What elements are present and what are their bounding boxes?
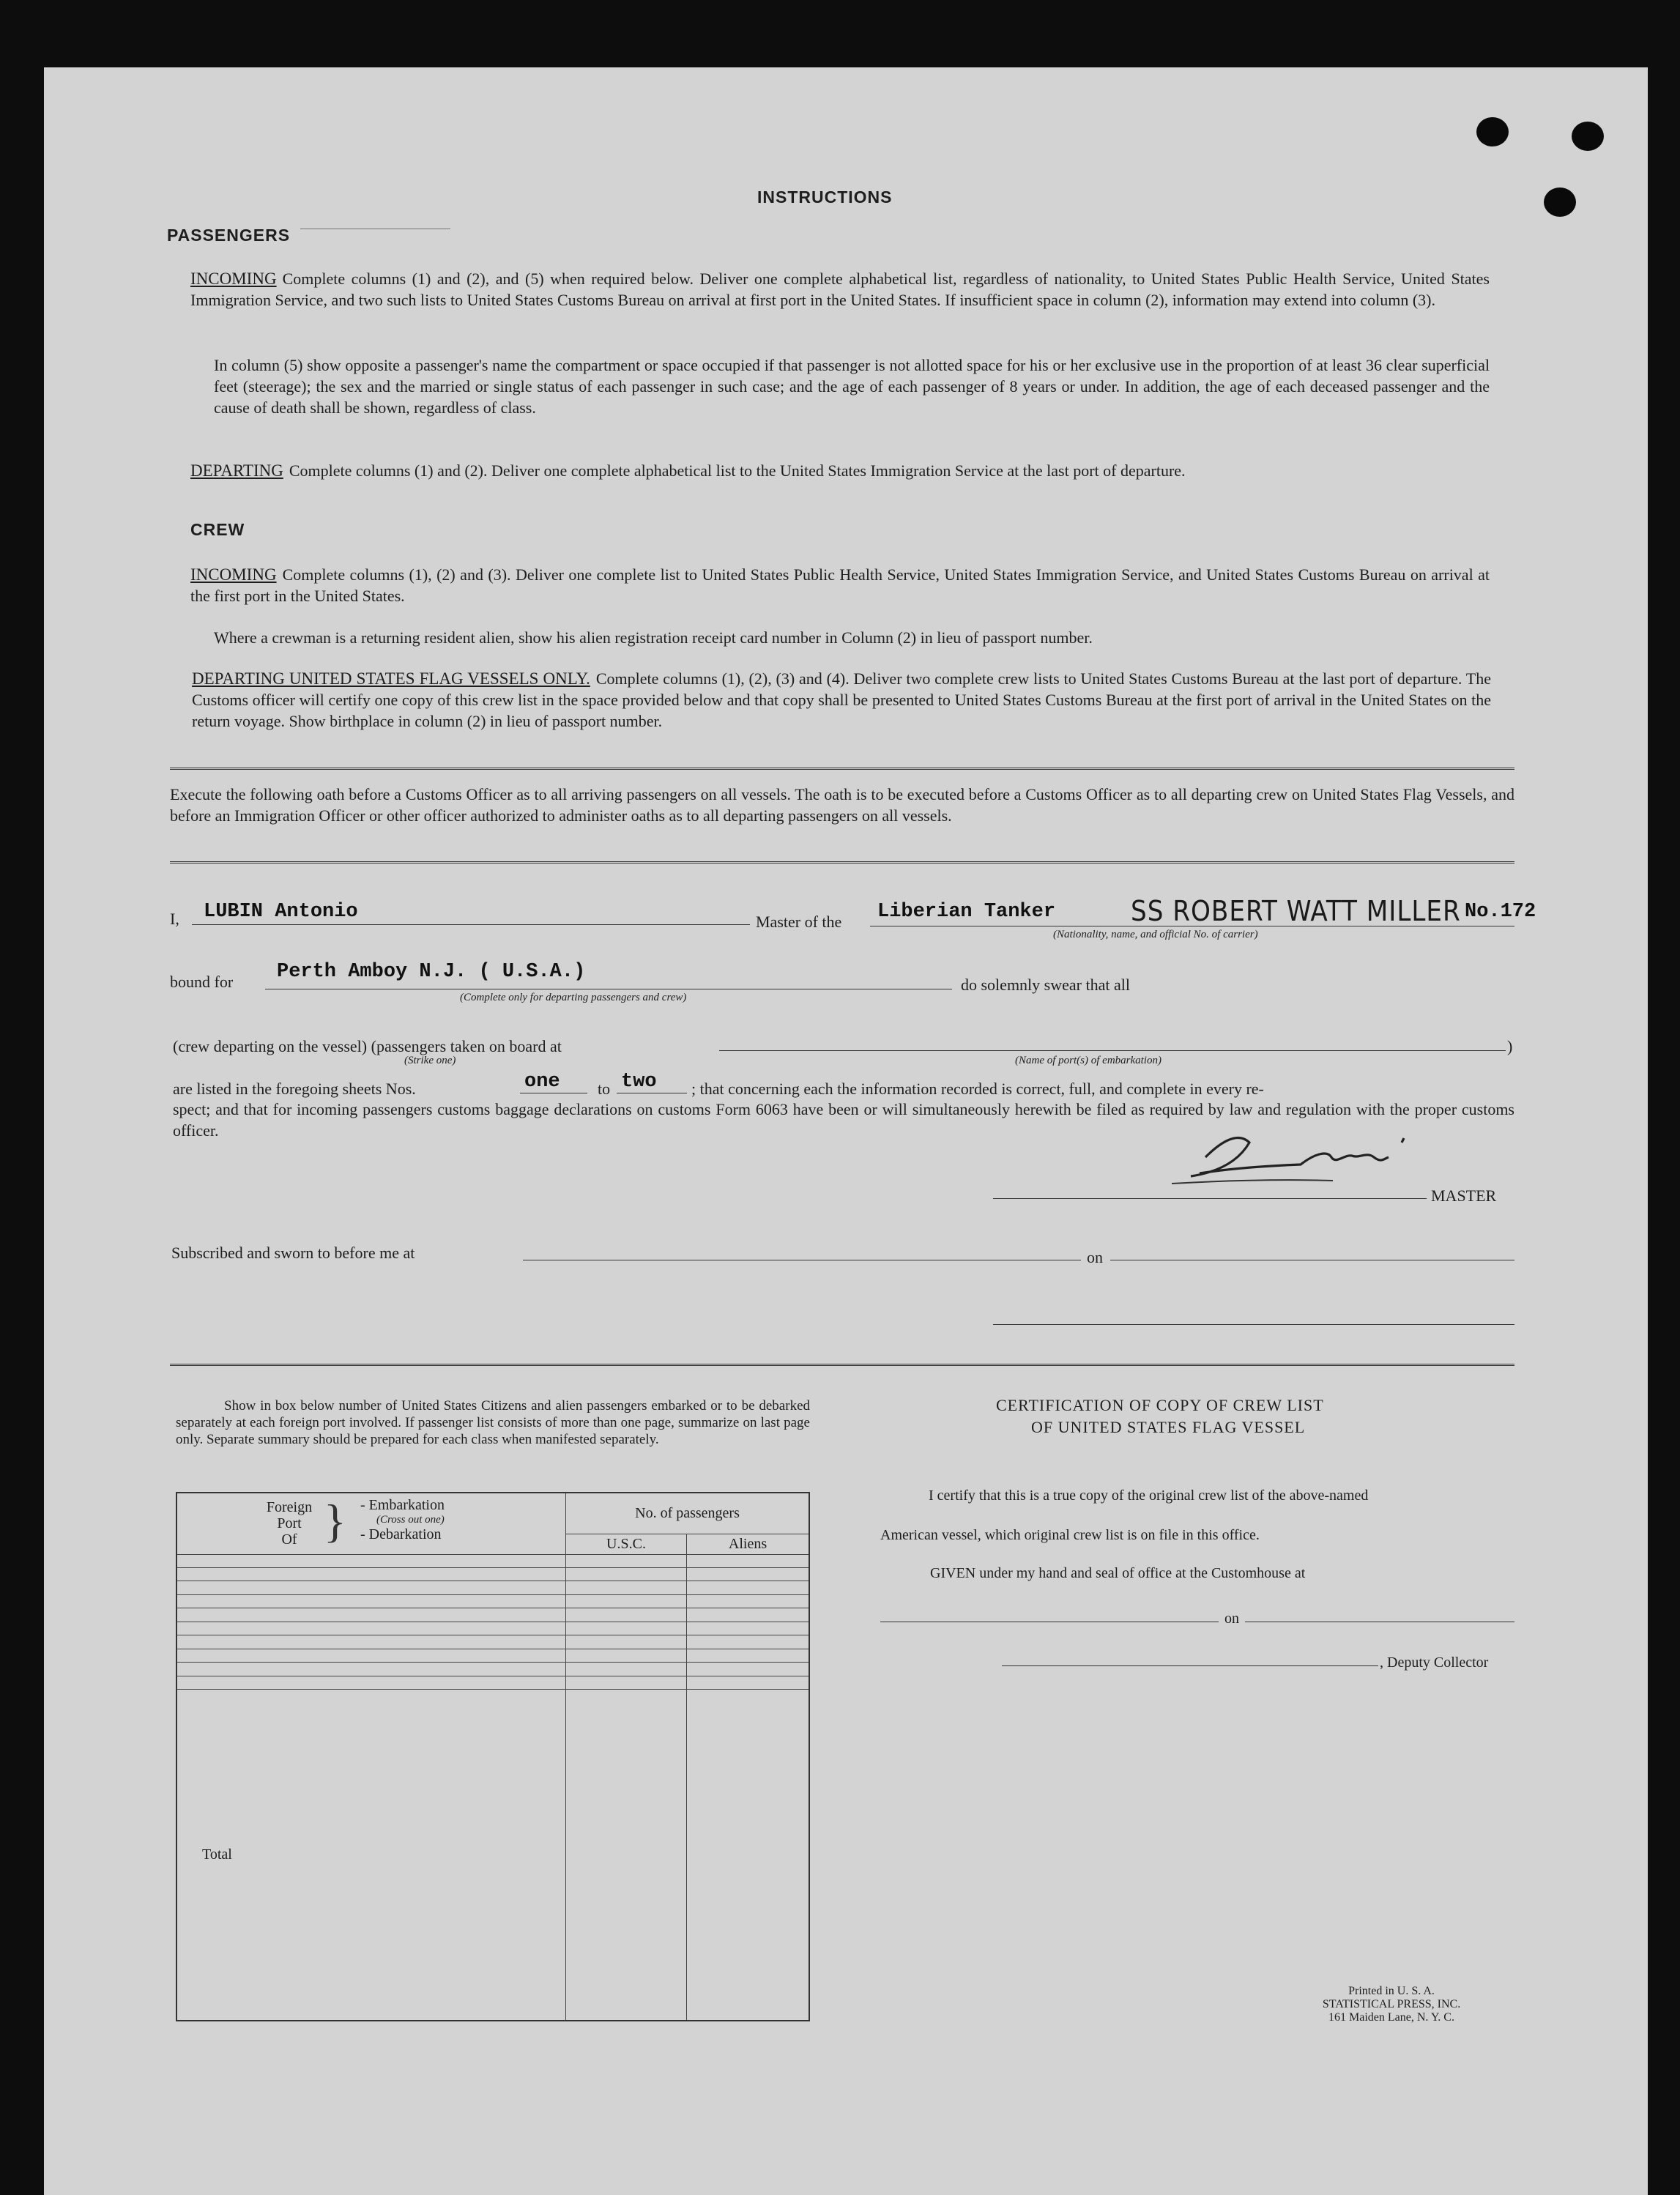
port-cell[interactable] [176, 1622, 566, 1635]
usc-total-cell[interactable] [566, 1690, 687, 2021]
master-of-label: Master of the [756, 913, 842, 931]
passengers-column5-paragraph [214, 354, 1490, 418]
port-cell[interactable] [176, 1649, 566, 1662]
swear-text: do solemnly swear that all [961, 976, 1130, 994]
crew-departing-label: DEPARTING UNITED STATES FLAG VESSELS ONLY. [192, 669, 590, 688]
section-divider [170, 768, 1514, 772]
port-cell[interactable] [176, 1608, 566, 1622]
nationality-field[interactable]: Liberian Tanker [877, 901, 1056, 923]
embarkation-port-line [719, 1050, 1506, 1051]
brace-icon: } [324, 1495, 346, 1547]
sheet-from-field[interactable]: one [524, 1071, 560, 1093]
given-text: GIVEN under my hand and seal of office at the Customhouse at [930, 1565, 1306, 1581]
passengers-departing-paragraph [190, 460, 1490, 481]
close-paren: ) [1507, 1037, 1513, 1055]
statement-line1: ; that concerning each the information recorded is correct, full, and complete in every re- [691, 1080, 1264, 1098]
oath-i-label: I, [170, 910, 179, 928]
master-signature [1157, 1113, 1435, 1194]
passengers-heading: PASSENGERS [167, 226, 291, 245]
oath-intro-paragraph [170, 784, 1514, 826]
total-label: Total [176, 1690, 566, 2021]
printer-imprint [1289, 1985, 1494, 2024]
aliens-cell[interactable] [687, 1554, 810, 1567]
passengers-column5-text: In column (5) show opposite a passenger's name the compartment or space occupied if that passenger is not allotted space for his or her exclusive use in the proportion of at least 36 clear superficial feet (steerage); the sex and the married or single status of each passenger in such case; and the age of each passenger of 8 years or under. In addition, the age of each deceased passenger and the cause of death shall be shown, regardless of class. [214, 356, 1490, 417]
aliens-cell[interactable] [687, 1663, 810, 1676]
officer-signature-line [993, 1324, 1514, 1325]
crew-departing-text: Complete columns (1), (2), (3) and (4). Deliver two complete crew lists to United States Customs Bureau at the last port of departure. The Customs officer will certify one copy of this crew list in the space provided below and that copy shall be presented to United States Customs Bureau at the first port of arrival in the United States on the return voyage. Show birthplace in column (2) in lieu of passport number. [192, 669, 1491, 730]
passengers-departing-label: DEPARTING [190, 461, 283, 480]
crew-resident-text: Where a crewman is a returning resident alien, show his alien registration receipt card number in Column (2) in lieu of passport number. [214, 628, 1093, 647]
bound-for-field[interactable]: Perth Amboy N.J. ( U.S.A.) [277, 961, 586, 983]
port-cell[interactable] [176, 1676, 566, 1689]
port-label: Port [277, 1515, 302, 1531]
port-cell[interactable] [176, 1554, 566, 1567]
table-row [176, 1663, 809, 1676]
instructions-heading: INSTRUCTIONS [757, 187, 893, 207]
subscribed-label: Subscribed and sworn to before me at [171, 1244, 415, 1262]
aliens-header: Aliens [687, 1534, 810, 1554]
crew-departing-text: (crew departing on the vessel) (passengers taken on board at [173, 1037, 562, 1055]
bound-caption: (Complete only for departing passengers and crew) [460, 992, 687, 1003]
table-row [176, 1581, 809, 1594]
certify-line1: I certify that this is a true copy of the original crew list of the above-named [929, 1488, 1369, 1504]
table-row [176, 1594, 809, 1608]
bound-for-label: bound for [170, 973, 234, 991]
usc-cell[interactable] [566, 1594, 687, 1608]
port-cell[interactable] [176, 1567, 566, 1581]
crew-resident-paragraph [214, 627, 1490, 648]
table-row [176, 1649, 809, 1662]
usc-cell[interactable] [566, 1649, 687, 1662]
crew-incoming-text: Complete columns (1), (2) and (3). Deliver one complete list to United States Public Health Service, United States Immigration Service, and United States Customs Bureau on arrival at the first port in the United States. [190, 565, 1490, 605]
usc-cell[interactable] [566, 1554, 687, 1567]
aliens-cell[interactable] [687, 1676, 810, 1689]
certification-on-label: on [1224, 1611, 1239, 1627]
master-name-field[interactable]: LUBIN Antonio [204, 901, 358, 923]
passengers-departing-text: Complete columns (1) and (2). Deliver one complete alphabetical list to the United States Immigration Service at the last port of departure. [289, 461, 1186, 480]
aliens-cell[interactable] [687, 1567, 810, 1581]
printer-line1: Printed in U. S. A. [1348, 1985, 1435, 1997]
official-no-field[interactable]: No.172 [1465, 901, 1536, 923]
usc-cell[interactable] [566, 1608, 687, 1622]
aliens-cell[interactable] [687, 1635, 810, 1649]
sheets-label: are listed in the foregoing sheets Nos. [173, 1080, 416, 1098]
statement-rest-text: spect; and that for incoming passengers customs baggage declarations on customs Form 6063 have been or will simultaneously herewith be filed as required by law and regulation with the proper customs officer. [173, 1100, 1514, 1140]
section-divider [170, 861, 1514, 866]
passengers-incoming-paragraph [190, 268, 1490, 311]
aliens-cell[interactable] [687, 1622, 810, 1635]
sheet-to-field[interactable]: two [621, 1071, 657, 1093]
subscribed-on-label: on [1087, 1248, 1103, 1266]
deputy-signature-line [1002, 1665, 1378, 1666]
master-signature-line [993, 1198, 1427, 1199]
table-row [176, 1608, 809, 1622]
passenger-summary-table [176, 1492, 810, 2021]
strike-caption: (Strike one) [404, 1055, 456, 1066]
table-row [176, 1622, 809, 1635]
summary-instructions-text: Show in box below number of United States Citizens and alien passengers embarked or to be debarked separately at each foreign port involved. If passenger list consists of more than one page, summarize on last page only. Separate summary should be prepared for each class when manifested separately. [176, 1398, 810, 1447]
of-label: Of [281, 1531, 297, 1548]
aliens-cell[interactable] [687, 1649, 810, 1662]
no-passengers-header: No. of passengers [566, 1493, 810, 1534]
port-cell[interactable] [176, 1635, 566, 1649]
table-row [176, 1635, 809, 1649]
foreign-label: Foreign [266, 1499, 313, 1515]
usc-cell[interactable] [566, 1635, 687, 1649]
vessel-name-field[interactable]: SS ROBERT WATT MILLER [1131, 895, 1461, 927]
deputy-collector-label: , Deputy Collector [1380, 1654, 1489, 1671]
usc-cell[interactable] [566, 1567, 687, 1581]
summary-instructions-paragraph [176, 1397, 810, 1448]
certification-title-line2: OF UNITED STATES FLAG VESSEL [1031, 1418, 1306, 1436]
usc-cell[interactable] [566, 1581, 687, 1594]
port-header-cell [176, 1493, 566, 1554]
usc-header: U.S.C. [566, 1534, 687, 1554]
table-row [176, 1567, 809, 1581]
section-divider [170, 1364, 1514, 1368]
printer-line2: STATISTICAL PRESS, INC. [1322, 1998, 1461, 2010]
crew-incoming-paragraph [190, 564, 1490, 606]
aliens-total-cell[interactable] [687, 1690, 810, 2021]
crew-incoming-label: INCOMING [190, 565, 277, 584]
master-name-line [192, 924, 750, 925]
punch-hole-icon [1476, 117, 1509, 146]
crew-departing-paragraph [192, 668, 1491, 732]
debarkation-label: - Debarkation [360, 1526, 442, 1542]
total-row [176, 1690, 809, 2021]
aliens-cell[interactable] [687, 1581, 810, 1594]
to-label: to [598, 1080, 611, 1098]
master-label: MASTER [1431, 1186, 1497, 1205]
table-row [176, 1554, 809, 1567]
port-cell[interactable] [176, 1663, 566, 1676]
port-cell[interactable] [176, 1594, 566, 1608]
port-cell[interactable] [176, 1581, 566, 1594]
port-caption: (Name of port(s) of embarkation) [1015, 1055, 1161, 1066]
usc-cell[interactable] [566, 1676, 687, 1689]
certify-line2: American vessel, which original crew list is on file in this office. [880, 1527, 1260, 1543]
aliens-cell[interactable] [687, 1608, 810, 1622]
usc-cell[interactable] [566, 1622, 687, 1635]
carrier-caption: (Nationality, name, and official No. of carrier) [1053, 929, 1258, 940]
certification-title-line1: CERTIFICATION OF COPY OF CREW LIST [996, 1396, 1324, 1414]
aliens-cell[interactable] [687, 1594, 810, 1608]
punch-hole-icon [1572, 122, 1604, 151]
table-row [176, 1676, 809, 1689]
usc-cell[interactable] [566, 1663, 687, 1676]
oath-intro-text: Execute the following oath before a Customs Officer as to all arriving passengers on all vessels. The oath is to be executed before a Customs Officer as to all departing crew on United States Flag Vessels, and before an Immigration Officer or other officer authorized to administer oaths as to all departing passengers on all vessels. [170, 785, 1514, 825]
crew-heading: CREW [190, 520, 245, 539]
cross-out-caption: (Cross out one) [376, 1514, 445, 1526]
passengers-incoming-label: INCOMING [190, 270, 277, 288]
printer-line3: 161 Maiden Lane, N. Y. C. [1328, 2011, 1454, 2024]
passengers-incoming-text: Complete columns (1) and (2), and (5) when required below. Deliver one complete alphabetical list, regardless of nationality, to United States Public Health Service, United States Immigration Service, and two such lists to United States Customs Bureau on arrival at first port in the United States. If insufficient space in column (2), information may extend into column (3). [190, 270, 1490, 309]
embarkation-label: - Embarkation [360, 1497, 445, 1513]
punch-hole-icon [1544, 187, 1576, 217]
